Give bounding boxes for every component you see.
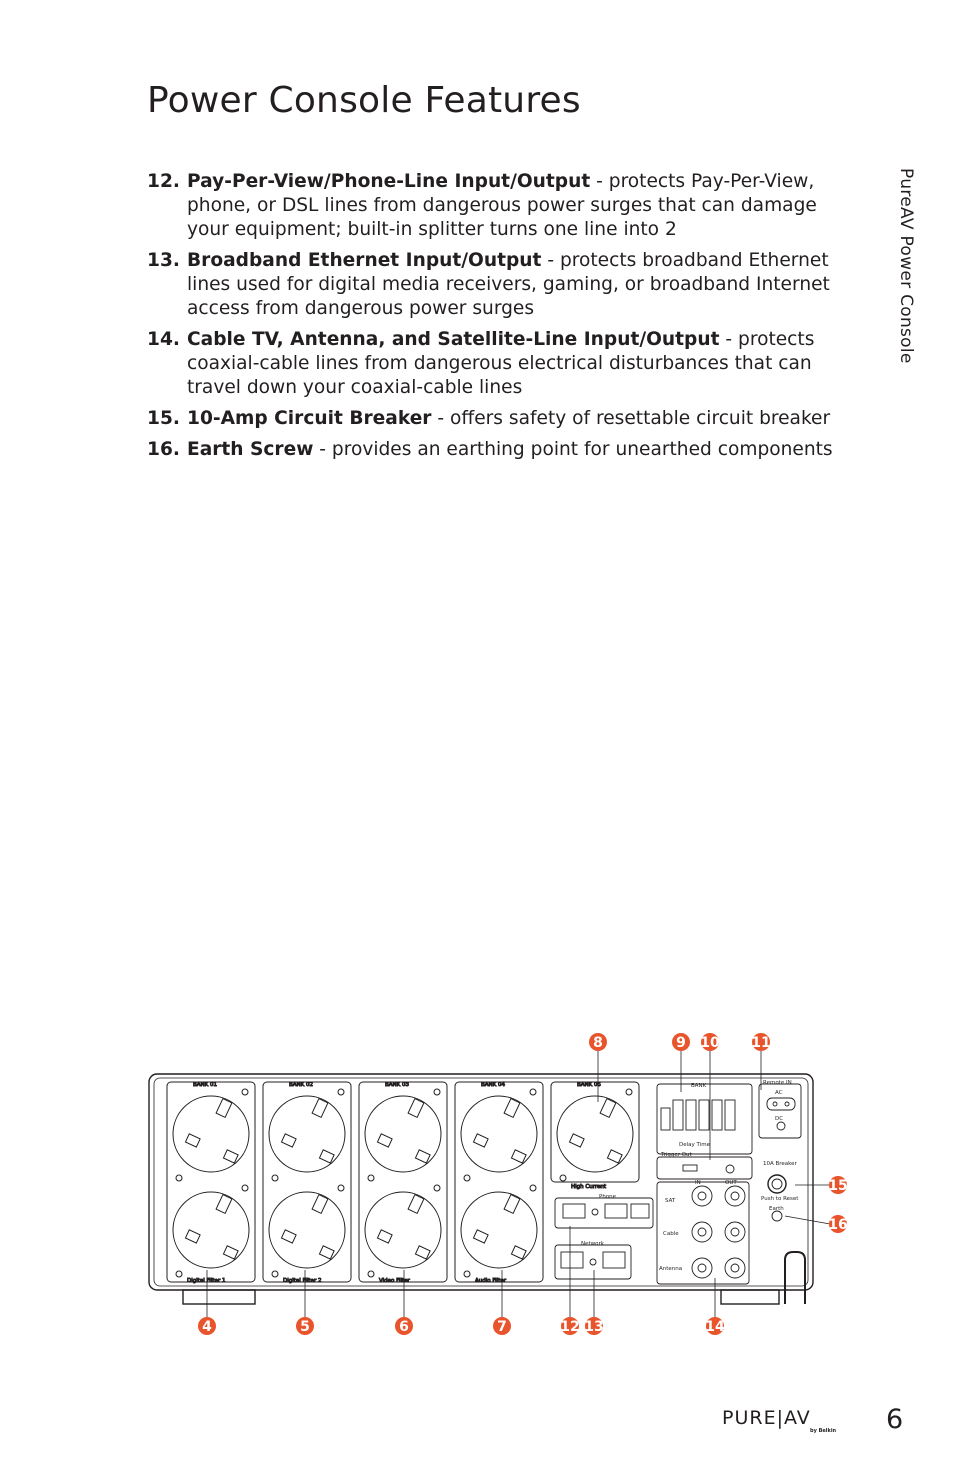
item-number: 12. xyxy=(147,171,180,192)
callout-number: 6 xyxy=(399,1319,409,1335)
callout-number: 5 xyxy=(300,1319,310,1335)
remote-label: Remote IN xyxy=(763,1080,792,1086)
filter-name: Audio Filter xyxy=(475,1278,507,1284)
callout-number: 15 xyxy=(828,1178,848,1194)
foot xyxy=(183,1290,255,1304)
callout-badge xyxy=(589,1033,607,1051)
callout-number: 10 xyxy=(700,1035,720,1051)
item-term: Broadband Ethernet Input/Output xyxy=(187,250,542,271)
item-term: Pay-Per-View/Phone-Line Input/Output xyxy=(187,171,591,192)
callout-leader xyxy=(785,1216,830,1224)
list-item xyxy=(147,438,857,462)
bank-name: BANK 04 xyxy=(481,1082,506,1088)
sat-label: SAT xyxy=(665,1198,676,1204)
callout-number: 14 xyxy=(705,1319,725,1335)
list-item xyxy=(147,328,857,400)
callout-number: 13 xyxy=(584,1319,604,1335)
in-label: IN xyxy=(695,1180,701,1186)
callout-number: 8 xyxy=(593,1035,603,1051)
callout-number: 12 xyxy=(560,1319,580,1335)
bank-name: BANK 02 xyxy=(289,1082,314,1088)
filter-name: Digital Filter 1 xyxy=(187,1278,226,1284)
filter-name: Video Filter xyxy=(379,1278,410,1284)
list-item xyxy=(147,170,857,242)
uk-socket xyxy=(557,1089,633,1181)
ac-label: AC xyxy=(775,1090,783,1096)
item-number: 13. xyxy=(147,250,180,271)
uk-socket xyxy=(269,1185,345,1277)
bank-name: BANK 03 xyxy=(385,1082,410,1088)
callout-badge xyxy=(828,1176,847,1194)
power-console-rear-diagram xyxy=(145,1030,848,1340)
trigger-out-panel xyxy=(657,1157,752,1179)
earth-label: Earth xyxy=(769,1206,784,1212)
outlet-bank xyxy=(455,1082,543,1284)
outlet-bank xyxy=(263,1082,351,1284)
delay-label: Delay Time xyxy=(679,1142,710,1148)
callout-number: 4 xyxy=(202,1319,212,1335)
dc-label: DC xyxy=(775,1116,784,1122)
foot xyxy=(721,1290,779,1304)
item-description: - protects coaxial-cable lines from dangerous electrical disturbances that can travel down your coaxial-cable lines xyxy=(187,329,815,398)
dc-remote-jack xyxy=(777,1122,785,1130)
list-item xyxy=(147,407,857,431)
circuit-breaker-button xyxy=(768,1175,786,1193)
item-description: - offers safety of resettable circuit breaker xyxy=(431,408,831,429)
reset-label: Push to Reset xyxy=(761,1196,799,1202)
antenna-label: Antenna xyxy=(659,1266,683,1272)
callout-badge xyxy=(672,1033,690,1051)
item-number: 16. xyxy=(147,439,180,460)
uk-socket xyxy=(173,1185,249,1277)
network-panel xyxy=(555,1245,631,1279)
earth-screw xyxy=(772,1211,782,1221)
filter-name: Digital Filter 2 xyxy=(283,1278,322,1284)
page-number: 6 xyxy=(886,1404,904,1435)
pureav-logo xyxy=(722,1404,847,1434)
callout-number: 16 xyxy=(828,1217,848,1233)
logo-byline: by Belkin xyxy=(810,1428,837,1434)
item-number: 14. xyxy=(147,329,180,350)
uk-socket xyxy=(365,1089,441,1181)
ac-remote-jack xyxy=(767,1098,795,1110)
network-label: Network xyxy=(581,1241,604,1247)
callout-number: 9 xyxy=(676,1035,686,1051)
callout-badge xyxy=(296,1317,314,1335)
item-term: 10-Amp Circuit Breaker xyxy=(187,408,432,429)
callout-number: 11 xyxy=(751,1035,771,1051)
power-cord xyxy=(785,1252,805,1304)
callout-number: 7 xyxy=(497,1319,507,1335)
logo-wordmark: PURE|AV xyxy=(722,1407,811,1429)
side-label-text: PureAV Power Console xyxy=(896,168,916,364)
callout-badge xyxy=(700,1033,720,1051)
callout-badge xyxy=(828,1215,847,1233)
callout-badge xyxy=(198,1317,216,1335)
item-description: - protects broadband Ethernet lines used for digital media receivers, gaming, or broadband Internet access from dangerous power surges xyxy=(187,250,830,319)
outlet-bank xyxy=(551,1082,639,1190)
callout-badge xyxy=(395,1317,413,1335)
bank-label: BANK xyxy=(691,1083,707,1089)
page-title: Power Console Features xyxy=(147,80,581,121)
callout-badge xyxy=(751,1033,770,1051)
bank-name: BANK 05 xyxy=(577,1082,602,1088)
outlet-bank xyxy=(167,1082,255,1284)
item-term: Cable TV, Antenna, and Satellite-Line Input/Output xyxy=(187,329,720,350)
trigger-label: Trigger Out xyxy=(661,1152,692,1158)
item-description: - provides an earthing point for unearthed components xyxy=(313,439,833,460)
out-label: OUT xyxy=(725,1180,737,1186)
list-item xyxy=(147,249,857,321)
cable-label: Cable xyxy=(663,1231,679,1237)
uk-socket xyxy=(365,1185,441,1277)
phone-label: Phone xyxy=(599,1194,617,1200)
outlet-bank xyxy=(359,1082,447,1284)
item-description: - protects Pay-Per-View, phone, or DSL lines from dangerous power surges that can damage your equipment; built-in splitter turns one line into 2 xyxy=(187,171,817,240)
uk-socket xyxy=(269,1089,345,1181)
bank-name: BANK 01 xyxy=(193,1082,218,1088)
breaker-label: 10A Breaker xyxy=(763,1161,797,1167)
callout-badge xyxy=(493,1317,511,1335)
side-section-label xyxy=(888,168,916,408)
item-term: Earth Screw xyxy=(187,439,314,460)
callout-badge xyxy=(705,1317,725,1335)
callout-badge xyxy=(584,1317,603,1335)
uk-socket xyxy=(173,1089,249,1181)
item-number: 15. xyxy=(147,408,180,429)
callout-badge xyxy=(560,1317,579,1335)
uk-socket xyxy=(461,1185,537,1277)
filter-name: High Current xyxy=(571,1184,607,1190)
phone-panel xyxy=(555,1198,653,1228)
uk-socket xyxy=(461,1089,537,1181)
feature-list xyxy=(147,170,857,469)
